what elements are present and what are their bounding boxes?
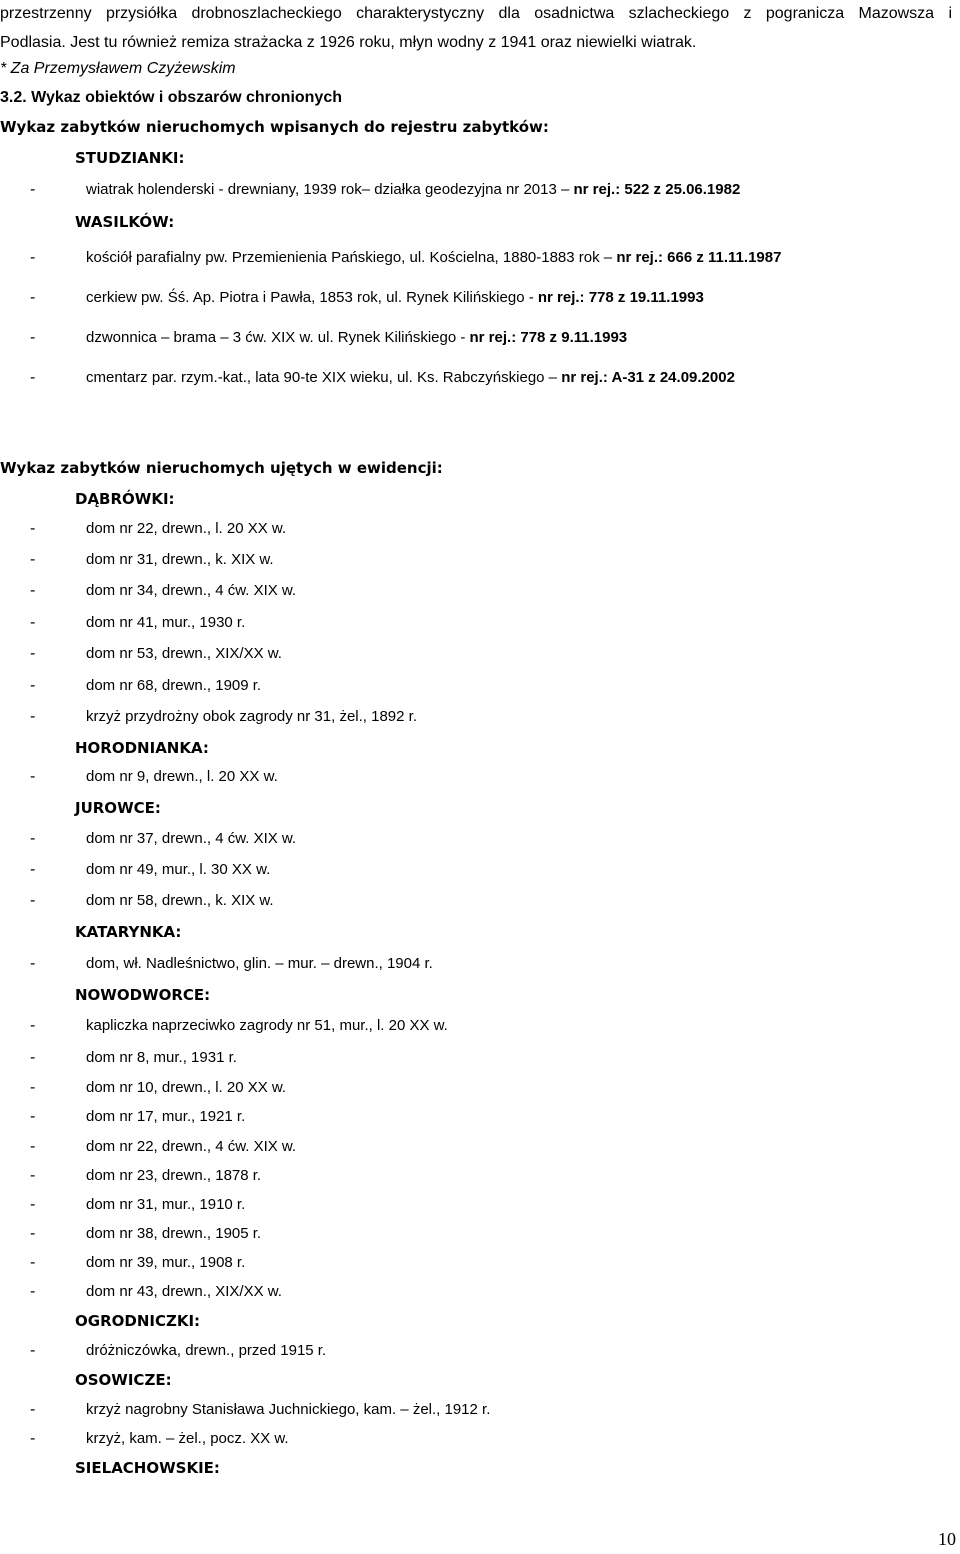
item-text: dom nr 53, drewn., XIX/XX w. [86, 645, 282, 662]
registry-number: nr rej.: 778 z 19.11.1993 [537, 289, 704, 306]
list-dash: - [30, 1049, 36, 1066]
item-text: dom nr 22, drewn., l. 20 XX w. [86, 520, 287, 537]
item-text: dom nr 17, mur., 1921 r. [86, 1108, 246, 1125]
item-text: dom nr 38, drewn., 1905 r. [86, 1225, 262, 1242]
item-text: dom nr 31, mur., 1910 r. [86, 1196, 246, 1213]
list-dash: - [30, 1196, 36, 1213]
item-text: dróżniczówka, drewn., przed 1915 r. [86, 1342, 327, 1359]
list-dash: - [30, 1017, 36, 1034]
registry-number: nr rej.: A-31 z 24.09.2002 [561, 369, 735, 386]
item-text: krzyż, kam. – żel., pocz. XX w. [86, 1430, 289, 1447]
location-heading: STUDZIANKI: [75, 149, 185, 167]
list-dash: - [30, 1138, 36, 1155]
item-text: cerkiew pw. Śś. Ap. Piotra i Pawła, 1853 rok, ul. Rynek Kilińskiego - nr rej.: 778 z 19.11.1993 [86, 289, 704, 306]
evidence-heading: Wykaz zabytków nieruchomych ujętych w ewidencji: [0, 459, 443, 477]
intro-line: Podlasia. Jest tu również remiza strażacka z 1926 roku, młyn wodny z 1941 oraz niewielki wiatrak. [0, 34, 697, 51]
list-dash: - [30, 645, 36, 662]
item-text: dom nr 43, drewn., XIX/XX w. [86, 1283, 282, 1300]
list-dash: - [30, 768, 36, 785]
location-heading: OSOWICZE: [75, 1371, 172, 1389]
list-dash: - [30, 1254, 36, 1271]
item-text: dom nr 10, drewn., l. 20 XX w. [86, 1079, 287, 1096]
item-text: krzyż nagrobny Stanisława Juchnickiego, kam. – żel., 1912 r. [86, 1401, 491, 1418]
item-text: dom nr 41, mur., 1930 r. [86, 614, 246, 631]
item-text: dom nr 23, drewn., 1878 r. [86, 1167, 262, 1184]
item-text: dom nr 68, drewn., 1909 r. [86, 677, 262, 694]
registry-number: nr rej.: 666 z 11.11.1987 [616, 249, 782, 266]
item-text: kościół parafialny pw. Przemienienia Pańskiego, ul. Kościelna, 1880-1883 rok – nr rej.: 666 z 11.11.1987 [86, 249, 782, 266]
list-dash: - [30, 1225, 36, 1242]
item-text: krzyż przydrożny obok zagrody nr 31, żel., 1892 r. [86, 708, 417, 725]
list-dash: - [30, 861, 36, 878]
item-text: dom, wł. Nadleśnictwo, glin. – mur. – drewn., 1904 r. [86, 955, 433, 972]
location-heading: SIELACHOWSKIE: [75, 1459, 220, 1477]
item-text: dom nr 39, mur., 1908 r. [86, 1254, 246, 1271]
list-dash: - [30, 1401, 36, 1418]
registry-number: nr rej.: 778 z 9.11.1993 [469, 329, 628, 346]
item-text: dom nr 8, mur., 1931 r. [86, 1049, 237, 1066]
intro-paragraph [0, 0, 952, 57]
item-text: dom nr 37, drewn., 4 ćw. XIX w. [86, 830, 297, 847]
list-dash: - [30, 551, 36, 568]
location-heading: DĄBRÓWKI: [75, 490, 175, 508]
page-number: 10 [938, 1529, 956, 1549]
location-heading: WASILKÓW: [75, 213, 175, 231]
list-dash: - [30, 582, 36, 599]
list-dash: - [30, 520, 36, 537]
item-text: dzwonnica – brama – 3 ćw. XIX w. ul. Rynek Kilińskiego - nr rej.: 778 z 9.11.1993 [86, 329, 628, 346]
list-dash: - [30, 369, 36, 386]
item-text: kapliczka naprzeciwko zagrody nr 51, mur., l. 20 XX w. [86, 1017, 448, 1034]
list-dash: - [30, 892, 36, 909]
location-heading: NOWODWORCE: [75, 986, 211, 1004]
list-dash: - [30, 289, 36, 306]
intro-line: przestrzenny przysiółka drobnoszlacheckiego charakterystyczny dla osadnictwa szlacheckiego z pogranicza Mazowsza i [0, 5, 952, 22]
list-dash: - [30, 249, 36, 266]
list-dash: - [30, 329, 36, 346]
location-heading: JUROWCE: [75, 799, 161, 817]
registry-number: nr rej.: 522 z 25.06.1982 [573, 181, 741, 198]
section-title: 3.2. Wykaz obiektów i obszarów chronionych [0, 89, 342, 106]
list-dash: - [30, 1283, 36, 1300]
list-dash: - [30, 708, 36, 725]
list-dash: - [30, 830, 36, 847]
item-text: dom nr 49, mur., l. 30 XX w. [86, 861, 271, 878]
location-heading: HORODNIANKA: [75, 739, 209, 757]
list-dash: - [30, 677, 36, 694]
list-dash: - [30, 1079, 36, 1096]
list-dash: - [30, 614, 36, 631]
item-text: wiatrak holenderski - drewniany, 1939 rok– działka geodezyjna nr 2013 – nr rej.: 522 z 25.06.1982 [86, 181, 741, 198]
registry-heading: Wykaz zabytków nieruchomych wpisanych do rejestru zabytków: [0, 118, 549, 136]
list-dash: - [30, 1108, 36, 1125]
list-dash: - [30, 1430, 36, 1447]
item-text: dom nr 22, drewn., 4 ćw. XIX w. [86, 1138, 297, 1155]
list-dash: - [30, 955, 36, 972]
item-text: cmentarz par. rzym.-kat., lata 90-te XIX wieku, ul. Ks. Rabczyńskiego – nr rej.: A-31 z 24.09.2002 [86, 369, 735, 386]
item-text: dom nr 31, drewn., k. XIX w. [86, 551, 274, 568]
list-dash: - [30, 1342, 36, 1359]
item-text: dom nr 34, drewn., 4 ćw. XIX w. [86, 582, 297, 599]
item-text: dom nr 9, drewn., l. 20 XX w. [86, 768, 278, 785]
location-heading: OGRODNICZKI: [75, 1312, 201, 1330]
list-dash: - [30, 181, 36, 198]
list-dash: - [30, 1167, 36, 1184]
location-heading: KATARYNKA: [75, 923, 182, 941]
item-text: dom nr 58, drewn., k. XIX w. [86, 892, 274, 909]
source-note: * Za Przemysławem Czyżewskim [0, 60, 236, 77]
